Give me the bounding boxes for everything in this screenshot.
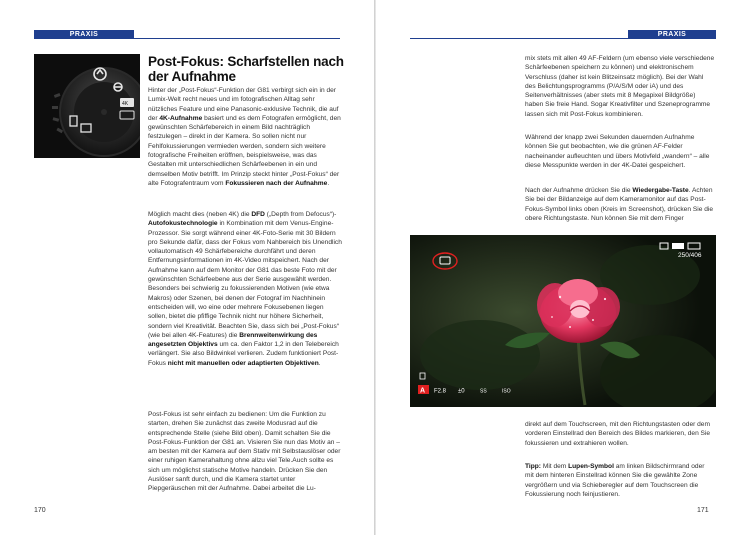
article-heading: Post-Fokus: Scharfstellen nach der Aufnahme <box>148 54 344 84</box>
text-run: Nach der Aufnahme drücken Sie die <box>525 187 633 194</box>
exposure-value: ±0 <box>458 388 465 395</box>
svg-text:4K: 4K <box>122 101 129 107</box>
shutter-label: SS <box>480 388 487 395</box>
text-run: in Kombination mit dem Venus-Engine-Prozessor. Sie sorgt während einer 4K-Foto-Serie mit 30 Bildern pro Sekunde dafür, dass der Fokus vom Nahbereich bis Unendlich vollautomatisch 49 Schärfebereiche durchfährt und deren Entfernungsinformationen im 4K-Video mitspeichert. Nach der Aufnahme kann auf dem Monitor der G81 das beste Foto mit der gewünschten Schärfeebene aus der Serie ausgewählt werden. Besonders bei schwierig zu fokussierenden Motiven (wie etwa Makros) oder Szenen, bei denen der Fotograf im Nachhinein entscheiden will, wo eine oder mehrere Fokusebenen liegen sollen, bietet die pfiffige Technik nicht nur höhere Sicherheit, sondern viel Kreativität. Beachten Sie, dass sich bei „Post-Fokus“ (wie bei allen 4K-Features) die <box>148 220 342 339</box>
text-run: Mit dem <box>541 463 569 470</box>
page-number-left: 170 <box>34 507 46 514</box>
text-run: . Achten Sie bei der Bildanzeige auf dem Kameramonitor auf das Post-Fokus-Symbol links oben (Kreis im Screenshot), drücken Sie die obere Richtungstaste. Nun können Sie mit dem Finger <box>525 187 713 222</box>
header-rule-left <box>34 38 340 39</box>
text-run: um ca. den Faktor 1,2 in den Telebereich verlängert. Sie also Bildwinkel verlieren. Zudem funktioniert Post-Fokus <box>148 341 339 367</box>
bold-run: Lupen-Symbol <box>568 463 614 470</box>
text-run: basiert und es dem Fotografen ermöglicht, den gewünschten Schärfebereich in einem Bild nachträglich festzulegen – direkt in der Kamera. So sollen nicht nur Fehlfokussierungen vermieden werden, sondern sich weitere fotografische Freiheiten eröffnen, beispielsweise, was das Gestalten mit unterschiedlichen Schärfeebenen in ein und demselben Motiv betrifft. Im Prinzip steckt hinter „Post-Fokus“ der alte Fotografentraum vom <box>148 114 341 187</box>
bold-run: Wiedergabe-Taste <box>632 187 689 194</box>
paragraph-right-1: mix stets mit allen 49 AF-Feldern (um ebenso viele verschiedene Schärfeebenen speichern zu können) und elektronischem Verschluss (daher ist kein Blitzeinsatz möglich). Bei der Wahl des Belichtungsprogramms (P/A/S/M oder iA) und des Seitenverhältnisses (aber stets mit 8 Megapixel Bildgröße) haben Sie freie Hand. Sogar Kreativfilter und Szeneprogramme lassen sich mit Post-Fokus kombinieren. <box>525 55 715 118</box>
header-rule-right <box>410 38 716 39</box>
bold-run: Autofokustechnologie <box>148 220 218 228</box>
section-tab-left: PRAXIS <box>34 30 134 39</box>
text-run: . <box>327 179 330 187</box>
aperture-value: F2.8 <box>434 388 447 395</box>
paragraph-right-3 <box>525 186 715 223</box>
bold-run: nicht mit manuellen oder adaptierten Objektiven <box>167 359 319 367</box>
iso-label: ISO <box>502 388 511 395</box>
text-run: Hinter der „Post-Fokus“-Funktion der G81 verbirgt sich ein in der Lumix-Welt recht neues und im fotografischen Alltag sehr nützliches Feature und eine Panasonic-exklusive Technik, die auf der <box>148 87 339 122</box>
bold-run: Brennweitenwirkung des angesetzten Objektivs <box>148 331 318 349</box>
paragraph-right-2: Während der knapp zwei Sekunden dauernden Aufnahme können Sie gut beobachten, wie die grünen AF-Felder nacheinander aufleuchten und übers Motivfeld „wandern“ – alle diese Messpunkte werden in der 4K-Datei gespeichert. <box>525 134 710 169</box>
text-run: . <box>318 359 321 367</box>
paragraph-right-4: direkt auf dem Touchscreen, mit den Richtungstasten oder dem vorderen Einstellrad den Bereich des Bildes markieren, den Sie fokussieren und extrahieren wollen. <box>525 421 711 447</box>
bold-run: Fokussieren nach der Aufnahme <box>225 179 328 187</box>
bold-run: 4K-Aufnahme <box>159 114 203 122</box>
tip-label: Tipp: <box>525 463 541 470</box>
text-run: Möglich macht dies (neben 4K) die <box>148 211 252 218</box>
section-tab-right: PRAXIS <box>628 30 716 39</box>
paragraph-2 <box>148 210 344 368</box>
text-run: am linken Bildschirmrand oder mit dem hinteren Einstellrad können Sie die gewählte Zone vergrößern und via Schieberegler auf dem Touchscreen die Fokussierung noch feinjustieren. <box>525 463 705 498</box>
bold-run: DFD <box>251 211 265 218</box>
frame-counter: 250/406 <box>678 252 702 259</box>
text-run: („Depth from Defocus“)- <box>264 211 337 218</box>
page-number-right: 171 <box>697 507 709 514</box>
mode-indicator: A <box>420 387 426 395</box>
paragraph-3: Post-Fokus ist sehr einfach zu bedienen: Um die Funktion zu starten, drehen Sie zunächst das zweite Modusrad auf die entsprechende Stelle (siehe Bild oben). Damit schalten Sie die Post-Fokus-Funktion der G81 an. Visieren Sie nun das Motiv an – am besten mit der Kamera auf dem Stativ mit Selbstauslöser oder einer ruhigen Kamerahaltung ohne allzu viel Tele.Auch sollte es sich um möglichst statische Motive handeln. Drücken Sie den Auslöser sanft durch, und die Kamera startet unter Piepgeräuschen mit der Aufnahme. Dabei arbeitet die Lu- <box>148 411 341 493</box>
tip-paragraph <box>525 462 715 499</box>
paragraph-1 <box>148 86 344 188</box>
camera-screenshot <box>410 235 716 407</box>
mode-dial-photo <box>34 54 140 158</box>
